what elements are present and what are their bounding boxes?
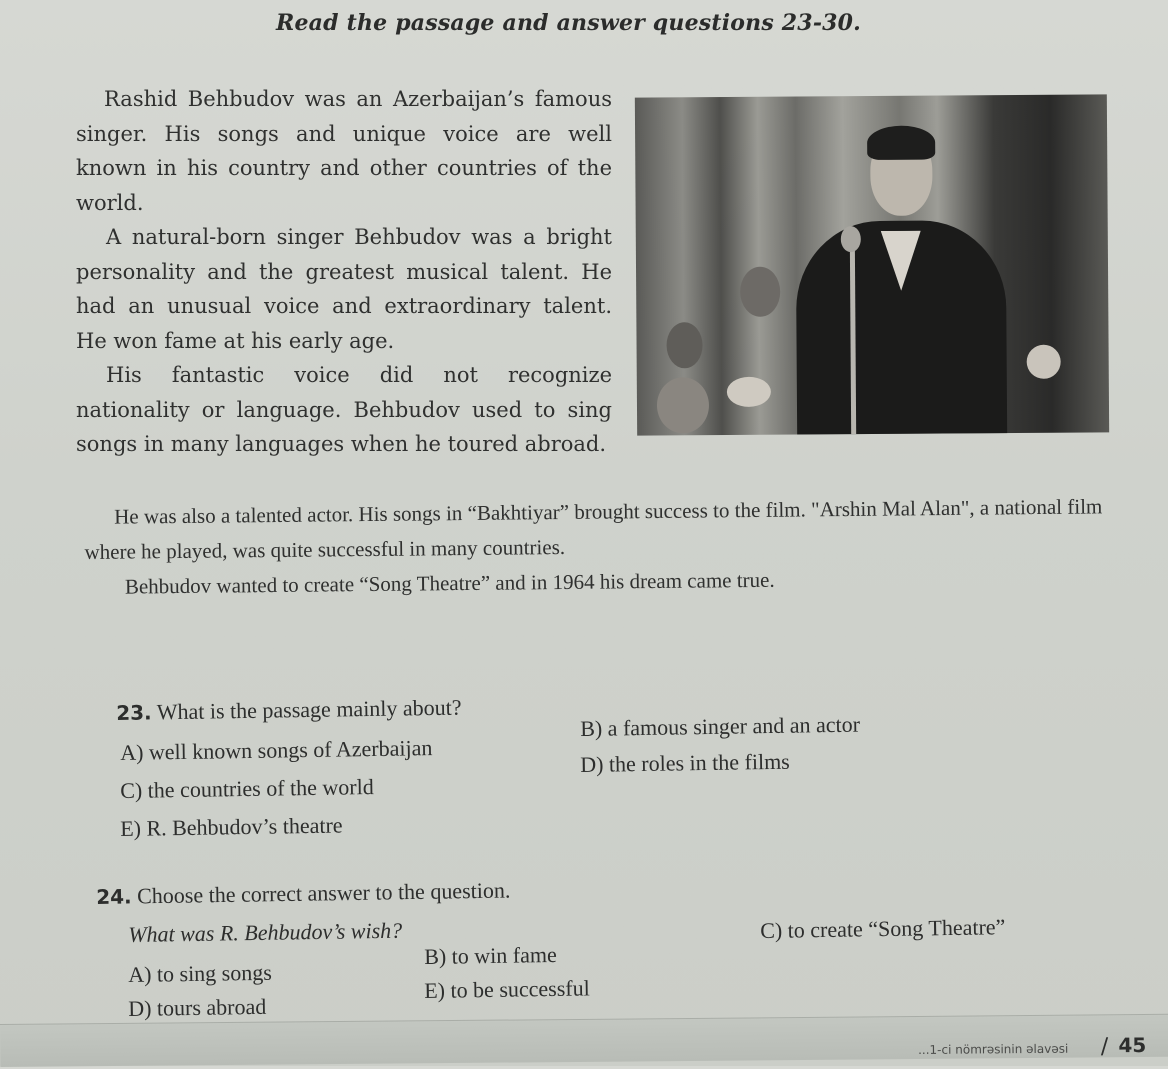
question-23 — [116, 695, 462, 726]
option-24-e[interactable] — [424, 975, 590, 1004]
option-text: to be successful — [450, 975, 590, 1003]
option-text: R. Behbudov’s theatre — [146, 812, 343, 841]
option-label: D) — [128, 995, 152, 1021]
option-label: E) — [424, 977, 446, 1003]
passage-wide — [84, 489, 1125, 605]
option-23-a[interactable] — [120, 735, 433, 766]
passage-paragraph: He was also a talented actor. His songs in “Bakhtiyar” brought success to the film. "Arshin Mal Alan", a national film where he played, was quite successful in many countries. — [84, 494, 1103, 564]
option-23-b[interactable] — [580, 712, 860, 742]
subquestion: What was R. Behbudov’s wish? — [128, 917, 403, 947]
passage-paragraph: His fantastic voice did not recognize nationality or language. Behbudov used to sing songs in many languages when he toured abroad. — [76, 363, 612, 456]
page-title: Read the passage and answer questions 23-30. — [276, 10, 862, 36]
option-24-a[interactable] — [128, 960, 272, 988]
background-musician — [666, 322, 702, 368]
question-number: 24. — [96, 884, 132, 909]
page-number: 45 — [1118, 1032, 1147, 1058]
option-label: C) — [120, 777, 143, 803]
question-text: What is the passage mainly about? — [156, 694, 462, 725]
singer-hair — [867, 126, 935, 160]
option-label: A) — [120, 739, 144, 765]
option-text: to sing songs — [156, 959, 273, 987]
microphone-icon — [841, 226, 861, 252]
option-label: C) — [760, 917, 783, 943]
option-label: B) — [424, 943, 447, 969]
option-label: D) — [580, 751, 604, 777]
option-label: E) — [120, 815, 142, 841]
option-text: a famous singer and an actor — [607, 711, 861, 741]
option-24-b[interactable] — [424, 942, 557, 970]
question-text: Choose the correct answer to the question. — [136, 877, 511, 909]
singer-photo — [635, 94, 1109, 435]
option-23-c[interactable] — [120, 774, 374, 804]
option-text: to win fame — [451, 941, 557, 969]
singer-hand — [1027, 345, 1061, 379]
option-24-d[interactable] — [128, 994, 266, 1022]
option-text: tours abroad — [156, 993, 267, 1021]
question-24 — [96, 877, 511, 910]
singer-hand — [727, 377, 771, 407]
passage-paragraph: Behbudov wanted to create “Song Theatre” and in 1964 his dream came true. — [124, 567, 775, 599]
option-label: A) — [128, 961, 152, 987]
background-musician — [657, 377, 709, 433]
footer-separator: / — [1100, 1034, 1109, 1060]
option-text: the countries of the world — [147, 774, 374, 803]
option-text: well known songs of Azerbaijan — [148, 735, 433, 765]
option-text: to create “Song Theatre” — [787, 914, 1006, 943]
option-text: the roles in the films — [608, 748, 790, 777]
passage-paragraph: Rashid Behbudov was an Azerbaijan’s famous singer. His songs and unique voice are well known in his country and other countries of the world. — [76, 87, 612, 215]
option-23-d[interactable] — [580, 749, 790, 778]
option-24-c[interactable] — [760, 914, 1006, 944]
footer-text: ...1-ci nömrəsinin əlavəsi — [917, 1041, 1069, 1057]
question-number: 23. — [116, 700, 152, 725]
option-23-e[interactable] — [120, 813, 343, 842]
background-musician — [740, 267, 780, 317]
page-footer — [0, 1014, 1168, 1067]
option-label: B) — [580, 715, 603, 741]
passage-paragraph: A natural-born singer Behbudov was a bright personality and the greatest musical talent. He had an unusual voice and extraordinary talent. He won fame at his early age. — [76, 225, 612, 353]
passage-column — [76, 82, 612, 462]
